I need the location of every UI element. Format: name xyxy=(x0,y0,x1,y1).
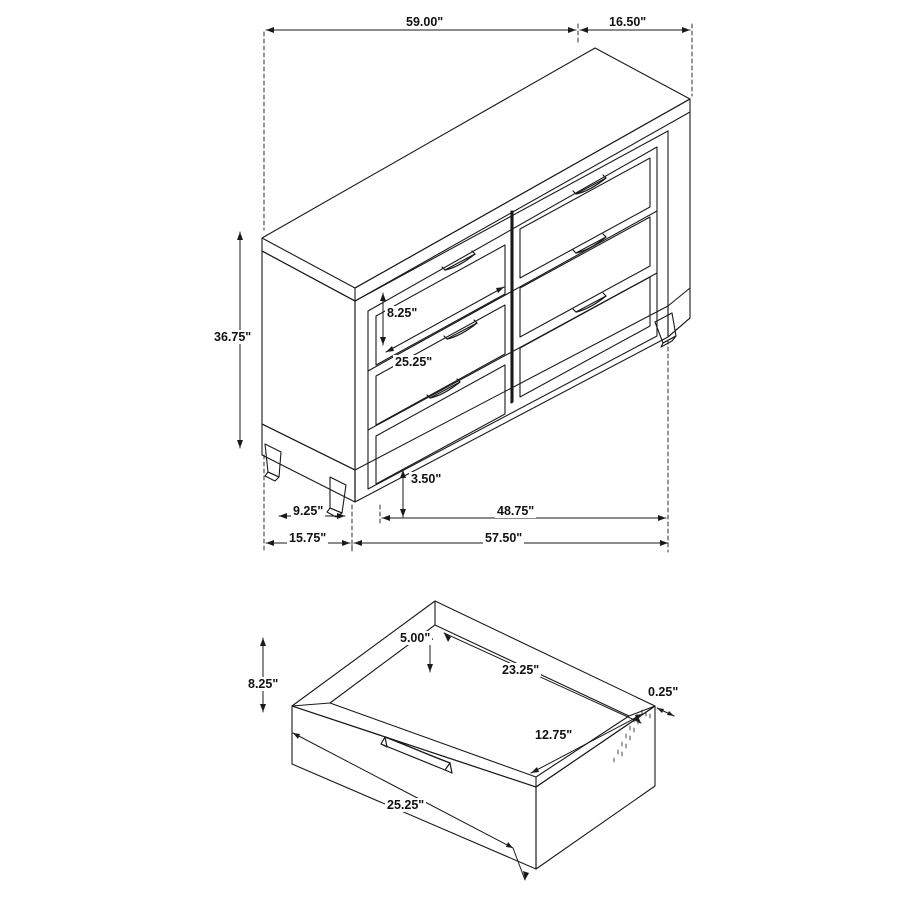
dim-leg-height: 3.50" xyxy=(411,472,442,486)
dim-base-inner-width: 48.75" xyxy=(497,504,535,518)
drawer-dimension-lines xyxy=(260,632,674,880)
dim-base-depth: 15.75" xyxy=(289,531,327,545)
dim-overall-height: 36.75" xyxy=(214,330,252,344)
drawer-detail-view xyxy=(292,601,655,869)
dim-overall-width-top: 59.00" xyxy=(406,15,444,29)
dim-drawer-interior-front-depth: 5.00" xyxy=(400,631,431,645)
dim-foot-depth: 9.25" xyxy=(293,504,324,518)
dim-drawer-interior-depth: 12.75" xyxy=(535,728,573,742)
dim-drawer-box-height: 8.25" xyxy=(248,677,279,691)
dim-drawer-face-height: 8.25" xyxy=(387,306,418,320)
dim-base-overall-width: 57.50" xyxy=(485,531,523,545)
dim-drawer-face-width: 25.25" xyxy=(395,355,433,369)
dresser-extension-lines xyxy=(264,24,692,552)
dresser-dimension-lines xyxy=(237,27,690,546)
dim-drawer-side-thickness: 0.25" xyxy=(648,685,679,699)
dim-top-depth-overhang: 16.50" xyxy=(609,15,647,29)
dim-drawer-front-width: 25.25" xyxy=(387,798,425,812)
dresser-assembly-view xyxy=(262,48,690,517)
dim-drawer-interior-width: 23.25" xyxy=(502,663,540,677)
